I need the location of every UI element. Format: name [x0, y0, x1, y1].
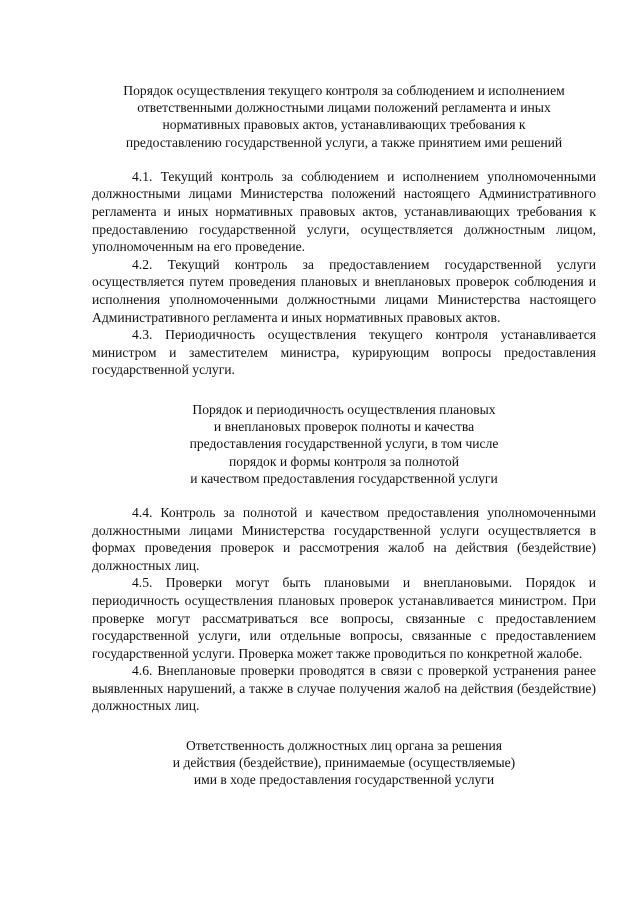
document-page: [92, 82, 596, 789]
heading-line: предоставлению государственной услуги, а также принятием ими решений: [125, 134, 563, 150]
paragraph-4-5: 4.5. Проверки могут быть плановыми и внеплановыми. Порядок и периодичность осуществления плановых проверок устанавливается министром. При проверке могут рассматриваться все вопросы, связанные с предоставлением государственной услуги, или отдельные вопросы, связанные с предоставлением государственной услуги. Проверка может также проводиться по конкретной жалобе.: [92, 575, 596, 661]
heading-line: Ответственность должностных лиц органа за решения: [185, 738, 503, 754]
section-heading-inspections: [92, 401, 596, 487]
paragraph-4-6: 4.6. Внеплановые проверки проводятся в связи с проверкой устранения ранее выявленных нарушений, а также в случае получения жалоб на действия (бездействие) должностных лиц.: [92, 663, 596, 714]
heading-line: ими в ходе предоставления государственной услуги: [193, 772, 495, 788]
paragraph-4-2: 4.2. Текущий контроль за предоставлением государственной услуги осуществляется путем проведения плановых и внеплановых проверок соблюдения и исполнения уполномоченными должностными лицами Министерства настоящего Административного регламента и иных нормативных правовых актов.: [92, 256, 596, 325]
paragraph-4-1: 4.1. Текущий контроль за соблюдением и исполнением уполномоченными должностными лицами Министерства положений настоящего Административного регламента и иных нормативных правовых актов, устанавливающих требования к предоставлению государственной услуги, осуществляется должностным лицом, уполномоченным на его проведение.: [92, 168, 596, 255]
paragraph-4-4: 4.4. Контроль за полнотой и качеством предоставления уполномоченными должностными лицами Министерства государственной услуги осуществляется в формах проведения проверок и рассмотрения жалоб на действия (бездействие) должностных лиц.: [92, 504, 596, 573]
heading-line: и качеством предоставления государственной услуги: [190, 470, 498, 486]
heading-line: и действия (бездействие), принимаемые (осуществляемые): [172, 755, 516, 771]
heading-line: и внеплановых проверок полноты и качества: [213, 419, 475, 435]
section-heading-responsibility: [92, 737, 596, 789]
heading-line: предоставления государственной услуги, в том числе: [189, 436, 499, 452]
section-heading-current-control: [92, 82, 596, 151]
heading-line: нормативных правовых актов, устанавливающих требования к: [162, 117, 526, 133]
heading-line: ответственными должностными лицами положений регламента и иных: [137, 100, 551, 116]
heading-line: Порядок и периодичность осуществления плановых: [192, 401, 496, 417]
heading-line: порядок и формы контроля за полнотой: [229, 453, 459, 469]
paragraph-4-3: 4.3. Периодичность осуществления текущего контроля устанавливается министром и заместителем министра, курирующим вопросы предоставления государственной услуги.: [92, 327, 596, 378]
heading-line: Порядок осуществления текущего контроля за соблюдением и исполнением: [123, 83, 565, 98]
